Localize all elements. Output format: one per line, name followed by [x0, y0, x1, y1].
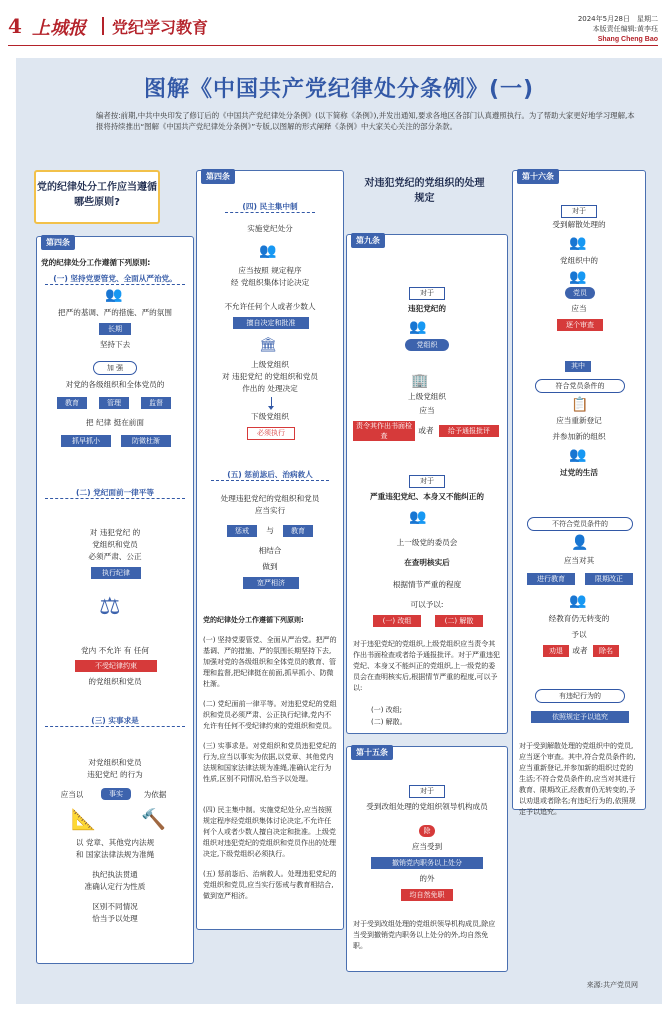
section-title: 党纪学习教育	[112, 18, 209, 37]
p2-line4: 党内 不允许 有 任何	[81, 646, 149, 655]
mid-tag: 其中	[565, 361, 591, 372]
summary-4: (四) 民主集中制。实施党纪处分,应当按照规定程序经党组织集体讨论决定,不允许任何个人或者少数人擅自决定和批准。上级党组织对违犯党纪的党组织和党员作出的处理决定,下级党组织必须执行。	[203, 806, 336, 858]
b3: 依照规定予以追究	[531, 711, 629, 723]
poster-title: 图解《中国共产党纪律处分条例》(一)	[143, 77, 535, 102]
register-icon: 📋	[571, 397, 589, 413]
people-icon: 👥	[259, 243, 277, 259]
p3-line8: 准确认定行为性质	[84, 882, 146, 891]
red3: 除名	[593, 645, 619, 657]
l4: 应当	[571, 304, 587, 313]
summary-1: (一) 坚持党要管党、全面从严治党。把严的基调、严的措施、严的氛围长期坚持下去,加强对党的各级组织和全体党员的教育、管理和监督,把纪律挺在前面,抓早抓小、防微杜渐。	[203, 636, 337, 688]
l8: 应当对其	[563, 556, 595, 565]
p3-line3: 应当以	[60, 790, 84, 799]
p3-tag: 事实	[101, 788, 131, 800]
p5-l1: 处理违犯党纪的党组织和党员	[220, 494, 320, 503]
b-s1: (一) 改组;	[371, 706, 403, 714]
tag-prevent: 防微杜渐	[121, 435, 171, 447]
p2-line2: 党组织和党员	[92, 540, 138, 549]
scales-icon: ⚖	[99, 592, 121, 620]
page-number: 4	[8, 14, 22, 38]
issue-date: 2024年5月28日 星期二	[577, 15, 658, 23]
c-l4: 的外	[419, 874, 435, 883]
c-box: 撤销党内职务以上处分	[371, 857, 483, 869]
column-principles	[36, 236, 194, 964]
lead-text: 党的纪律处分工作遵循下列原则:	[41, 258, 151, 267]
p2-line1: 对 违犯党纪 的	[89, 528, 141, 537]
tag-edu: 教育	[57, 397, 87, 409]
l9: 经教育仍无转变的	[548, 614, 610, 623]
l6: 并参加新的组织	[552, 432, 606, 441]
strengthen-pill: 加 强	[93, 361, 137, 375]
divider	[102, 17, 104, 35]
p2-red: 不受纪律约束	[75, 660, 157, 672]
p3-line6: 和 国家法律法规为准绳	[75, 850, 155, 859]
b-red1: (一) 改组	[373, 615, 421, 627]
b-l5: 根据情节严重的程度	[392, 580, 462, 589]
c-l3: 应当受到	[411, 842, 443, 851]
poster	[16, 58, 662, 1004]
l7: 过党的生活	[560, 468, 598, 477]
article-tab: 第四条	[201, 169, 235, 184]
people-icon: 👥	[569, 593, 587, 609]
a-l2: 违犯党纪的	[408, 304, 446, 313]
a-red1: 责令其作出书面检查	[353, 421, 415, 441]
p3-line2: 违犯党纪 的行为	[87, 770, 143, 779]
p1-line4: 把 纪律 挺在前面	[86, 418, 144, 427]
people-icon: 👥	[409, 319, 427, 335]
p1-box: 长期	[99, 323, 131, 335]
l10: 予以	[571, 630, 587, 639]
c-summary: 对于受到改组处理的党组织领导机构成员,除应当受到撤销党内职务以上处分的外,均自然免职。	[353, 920, 496, 950]
p4-box: 擅自决定和批准	[233, 317, 309, 329]
b-l1: 对于	[409, 475, 445, 488]
a-tag: 党组织	[405, 339, 449, 351]
p5-l4: 做到	[262, 562, 278, 571]
compass-icon: 📐	[71, 807, 96, 831]
paper-pinyin: Shang Cheng Bao	[597, 36, 658, 43]
l3: 党组织中的	[560, 256, 598, 265]
p5-tag1: 惩戒	[227, 525, 257, 537]
b1: 进行教育	[527, 573, 575, 585]
p2-line3: 必须严肃、公正	[88, 552, 142, 561]
summary: 对于受到解散处理的党组织中的党员,应当逐个审查。其中,符合党员条件的,应当重新登记,并参加新的组织过党的生活;不符合党员条件的,应当对其进行教育、限期改正,经教育仍无转变的,予以劝退或者除名;有违纪行为的,依照规定予以追究。	[519, 742, 636, 816]
l1: 对于	[561, 205, 597, 218]
principle-3-title: (三) 实事求是	[45, 715, 185, 727]
principle-2-title: (二) 党纪面前一律平等	[45, 487, 185, 499]
issue-info	[578, 14, 658, 34]
c-red: 均自然免职	[401, 889, 453, 901]
l5: 应当重新登记	[556, 416, 602, 425]
editor-credit: 本版责任编辑:黄李珏	[592, 25, 658, 33]
red1: 逐个审查	[557, 319, 603, 331]
k3: 有违纪行为的	[535, 689, 625, 703]
a-red2: 给予通报批评	[439, 425, 499, 437]
principle-1-title: (一) 坚持党要管党、全面从严治党。	[45, 273, 185, 285]
b-l2: 严重违犯党纪、本身又不能纠正的	[370, 492, 484, 501]
question-box: 党的纪律处分工作应当遵循哪些原则?	[34, 170, 160, 224]
c-tag: 除	[419, 825, 435, 837]
p3-line9: 区别不同情况	[92, 902, 138, 911]
b-l4: 在查明核实后	[404, 558, 450, 567]
article-16-card	[512, 170, 646, 816]
people-icon: 👥	[409, 509, 427, 525]
p1-line1: 把严的基调、严的措施、严的氛围	[58, 308, 172, 317]
p4-l6: 对 违犯党纪 的党组织和党员	[222, 372, 318, 381]
p5-l3: 相结合	[258, 546, 282, 555]
people-icon: 👥	[105, 287, 123, 303]
b-s2: (二) 解散。	[371, 718, 407, 726]
p4-l1: 实施党纪处分	[247, 224, 293, 233]
arrow	[271, 397, 272, 407]
c-l2: 受到改组处理的党组织领导机构成员	[366, 802, 488, 811]
tag-member: 党员	[565, 287, 595, 299]
p3-line4: 为依据	[143, 790, 167, 799]
paper-logo: 上城报	[32, 18, 86, 39]
person-icon: 👤	[571, 535, 589, 551]
p2-line5: 的党组织和党员	[88, 677, 142, 686]
editor-note: 编者按:前期,中共中央印发了修订后的《中国共产党纪律处分条例》(以下简称《条例》),并发出通知,要求各地区各部门认真遵照执行。为了帮助大家更好地学习理解,本报将持续推出“图解《中国共产党纪律处分条例》”专版,以图解的形式阐释《条例》中大家关心关注的部分条款。	[96, 111, 635, 131]
p3-line10: 恰当予以处理	[92, 914, 138, 923]
article-tab: 第十六条	[517, 169, 559, 184]
p1-line2: 坚持下去	[99, 340, 131, 349]
p4-l7: 作出的 处理决定	[242, 384, 298, 393]
masthead	[8, 14, 658, 46]
b-summary: 对于违犯党纪的党组织,上级党组织应当责令其作出书面检查或者给予通报批评。对于严重违犯党纪、本身又不能纠正的党组织,上一级党的委员会在查明核实后,根据情节严重的程度,可以予以:	[353, 640, 500, 692]
a-l3: 上级党组织	[408, 392, 446, 401]
summary-5: (五) 惩前毖后、治病救人。处理违犯党纪的党组织和党员,应当实行惩戒与教育相结合,做到宽严相济。	[203, 870, 337, 900]
source-credit: 来源:共产党员网	[586, 981, 638, 989]
p4-l5: 上级党组织	[251, 360, 289, 369]
p3-line5: 以 党章、其他党内法规	[75, 838, 155, 847]
tag-supervise: 监督	[141, 397, 171, 409]
a-l4: 应当	[419, 406, 435, 415]
column-principles-2	[196, 170, 344, 930]
section-title-org: 对违犯党纪的党组织的处理规定	[364, 178, 485, 204]
org-icon: 🏢	[411, 373, 429, 389]
k2: 不符合党员条件的	[527, 517, 633, 531]
red2: 劝退	[543, 645, 569, 657]
p4-l2: 应当按照 规定程序	[238, 266, 302, 275]
a-l1: 对于	[409, 287, 445, 300]
people-icon: 👥	[569, 269, 587, 285]
hierarchy-icon: 🏛	[259, 337, 277, 353]
p3-line7: 执纪执法贯通	[92, 870, 138, 879]
c-l1: 对于	[409, 785, 445, 798]
l2: 受到解散处理的	[552, 220, 606, 229]
article-15-card	[346, 746, 508, 972]
summary-2: (二) 党纪面前一律平等。对违犯党纪的党组织和党员必须严肃、公正执行纪律,党内不允许有任何不受纪律约束的党组织和党员。	[203, 700, 337, 730]
or: 或者	[572, 646, 588, 655]
article-tab: 第十五条	[351, 745, 393, 760]
summary-title: 党的纪律处分工作遵循下列原则:	[203, 616, 304, 624]
article-tab: 第四条	[41, 235, 75, 250]
p2-box: 执行纪律	[91, 567, 141, 579]
summary-3: (三) 实事求是。对党组织和党员违犯党纪的行为,应当以事实为依据,以党章、其他党内法规和国家法律法规为准绳,准确认定行为性质,区别不同情况,恰当予以处理。	[203, 742, 337, 783]
b-l6: 可以予以:	[410, 600, 444, 609]
people-icon: 👥	[569, 447, 587, 463]
p5-l2: 应当实行	[254, 506, 286, 515]
gavel-icon: 🔨	[141, 807, 166, 831]
p4-l8: 下级党组织	[251, 412, 289, 421]
p5-and: 与	[266, 526, 274, 535]
a-or: 或者	[418, 426, 434, 435]
p4-l3: 经 党组织集体讨论决定	[230, 278, 310, 287]
p3-line1: 对党组织和党员	[88, 758, 142, 767]
b-l3: 上一级党的委员会	[396, 538, 458, 547]
k1: 符合党员条件的	[535, 379, 625, 393]
p4-red: 必须执行	[247, 427, 295, 440]
b-red2: (二) 解散	[435, 615, 483, 627]
article-9-card	[346, 234, 508, 734]
people-icon: 👥	[569, 235, 587, 251]
article-tab: 第九条	[351, 233, 385, 248]
p5-box: 宽严相济	[243, 577, 299, 589]
principle-4-title: (四) 民主集中制	[225, 201, 315, 213]
p4-l4: 不允许任何个人或者少数人	[224, 302, 316, 311]
p1-line3: 对党的各级组织和全体党员的	[65, 380, 165, 389]
tag-mgmt: 管理	[99, 397, 129, 409]
principle-5-title: (五) 惩前毖后、治病救人	[211, 469, 329, 481]
b2: 限期改正	[585, 573, 633, 585]
tag-early: 抓早抓小	[61, 435, 111, 447]
p5-tag2: 教育	[283, 525, 313, 537]
